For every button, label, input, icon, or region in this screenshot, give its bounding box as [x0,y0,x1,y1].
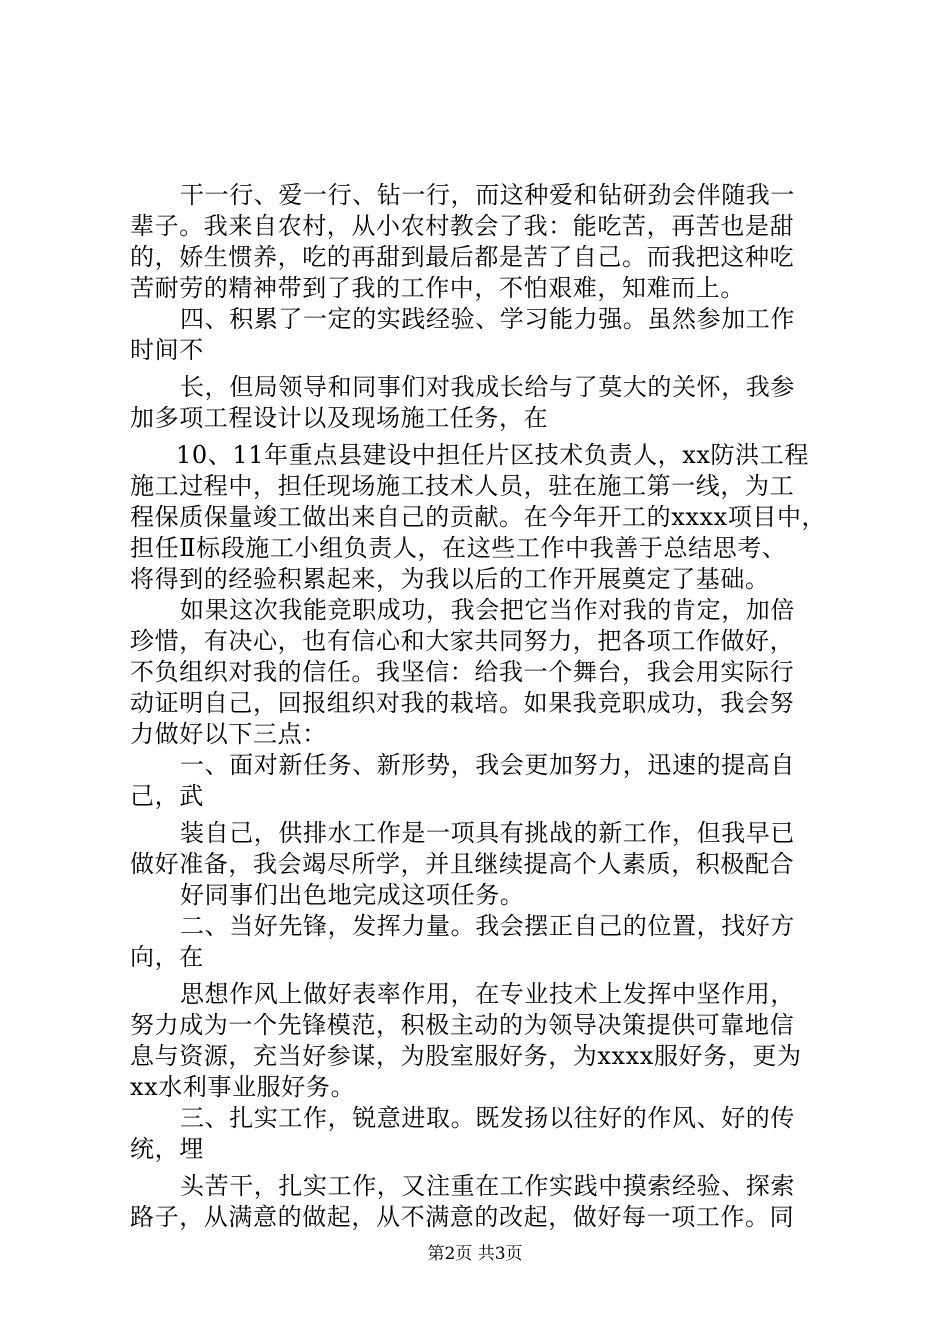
text-line: 程保质保量竣工做出来自己的贡献。在今年开工的xxxx项目中， [130,503,827,531]
text-line: xx水利事业服好务。 [130,1073,356,1101]
text-line: 头苦干，扎实工作，又注重在工作实践中摸索经验、探索 [180,1172,795,1200]
text-line: 一、面对新任务、新形势，我会更加努力，迅速的提高自 [180,751,795,779]
text-line: 路子，从满意的做起，从不满意的改起，做好每一项工作。同 [130,1203,795,1231]
text-line: 将得到的经验积累起来，为我以后的工作开展奠定了基础。 [130,565,770,593]
text-line: 担任Ⅱ标段施工小组负责人，在这些工作中我善于总结思考、 [130,534,787,562]
text-line: 向，在 [130,943,204,971]
text-line: 珍惜，有决心，也有信心和大家共同努力，把各项工作做好， [130,627,795,655]
text-line: 如果这次我能竞职成功，我会把它当作对我的肯定，加倍 [180,596,795,624]
text-line: 统，埋 [130,1135,204,1163]
text-line: 长，但局领导和同事们对我成长给与了莫大的关怀，我参 [180,373,795,401]
text-line: 加多项工程设计以及现场施工任务，在 [130,404,549,432]
text-line: 力做好以下三点： [130,720,327,748]
text-line: 好同事们出色地完成这项任务。 [180,881,525,909]
text-line: 二、当好先锋，发挥力量。我会摆正自己的位置，找好方 [180,912,795,940]
text-line: 己，武 [130,782,204,810]
text-line: 时间不 [130,336,204,364]
text-line: 的，娇生惯养，吃的再甜到最后都是苦了自己。而我把这种吃 [130,243,795,271]
text-line: 努力成为一个先锋模范，积极主动的为领导决策提供可靠地信 [130,1011,795,1039]
text-line: 四、积累了一定的实践经验、学习能力强。虽然参加工作 [180,305,795,333]
text-line: 干一行、爱一行、钻一行，而这种爱和钻研劲会伴随我一 [180,181,795,209]
text-line: 苦耐劳的精神带到了我的工作中，不怕艰难，知难而上。 [130,274,745,302]
text-line: 装自己，供排水工作是一项具有挑战的新工作，但我早已 [180,819,795,847]
text-line: 施工过程中，担任现场施工技术人员，驻在施工第一线，为工 [130,472,795,500]
text-line: 息与资源，充当好参谋，为股室服好务，为xxxx服好务，更为 [130,1042,802,1070]
text-line: 三、扎实工作，锐意进取。既发扬以往好的作风、好的传 [180,1104,795,1132]
text-line: 思想作风上做好表率作用，在专业技术上发挥中坚作用， [180,980,795,1008]
text-line: 动证明自己，回报组织对我的栽培。如果我竞职成功，我会努 [130,689,795,717]
text-line: 10、11年重点县建设中担任片区技术负责人，xx防洪工程 [176,441,809,469]
text-line: 做好准备，我会竭尽所学，并且继续提高个人素质，积极配合 [130,850,795,878]
text-line: 辈子。我来自农村，从小农村教会了我：能吃苦，再苦也是甜 [130,212,795,240]
page-number-footer: 第2页 共3页 [427,1244,523,1264]
text-line: 不负组织对我的信任。我坚信：给我一个舞台，我会用实际行 [130,658,795,686]
